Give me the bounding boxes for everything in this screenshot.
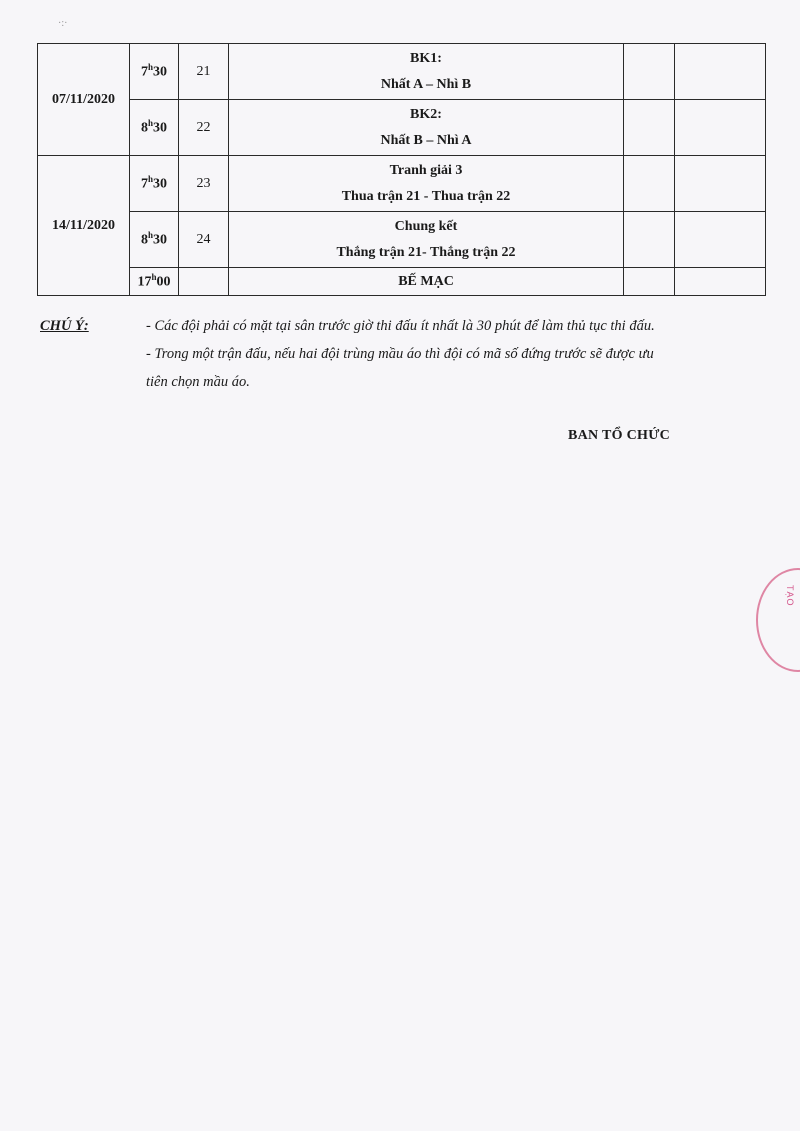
match-cell — [229, 100, 624, 156]
empty-cell — [624, 156, 675, 212]
empty-cell — [675, 268, 766, 296]
match-title: Chung kết — [394, 218, 458, 234]
closing-ceremony-cell: BẾ MẠC — [229, 268, 624, 296]
match-number-cell: 23 — [179, 156, 229, 212]
time-cell: 7$^h$30 — [130, 156, 179, 212]
organizer-signature: BAN TỔ CHỨC — [568, 428, 671, 443]
match-title: BK1: — [410, 50, 442, 66]
note-line: - Các đội phải có mặt tại sân trước giờ thi đấu ít nhất là 30 phút để làm thủ tục thi đấu. — [146, 318, 655, 334]
match-teams: Nhất A – Nhì B — [380, 76, 472, 92]
empty-cell — [675, 212, 766, 268]
seal-text: TẠO — [785, 585, 795, 607]
match-number-cell — [179, 268, 229, 296]
time-cell: 8$^h$30 — [130, 212, 179, 268]
red-seal-stamp — [756, 568, 800, 672]
note-label: CHÚ Ý: — [40, 318, 89, 334]
date-cell: 07/11/2020 — [38, 44, 130, 156]
match-title: BK2: — [410, 106, 442, 122]
table-row — [38, 100, 766, 156]
match-teams: Thắng trận 21- Thắng trận 22 — [336, 244, 516, 260]
match-cell — [229, 212, 624, 268]
match-cell — [229, 156, 624, 212]
empty-cell — [624, 212, 675, 268]
table-row — [38, 212, 766, 268]
match-teams: Nhất B – Nhì A — [380, 132, 472, 148]
empty-cell — [624, 44, 675, 100]
empty-cell — [624, 268, 675, 296]
scan-mark: ·:· — [58, 18, 68, 29]
empty-cell — [675, 100, 766, 156]
match-number-cell: 24 — [179, 212, 229, 268]
empty-cell — [675, 44, 766, 100]
empty-cell — [675, 156, 766, 212]
time-cell: 7$^h$30 — [130, 44, 179, 100]
note-line: tiên chọn mầu áo. — [146, 374, 250, 390]
match-number-cell: 22 — [179, 100, 229, 156]
empty-cell — [624, 100, 675, 156]
match-teams: Thua trận 21 - Thua trận 22 — [341, 188, 511, 204]
match-cell — [229, 44, 624, 100]
table-row — [38, 156, 766, 212]
time-cell: 8$^h$30 — [130, 100, 179, 156]
match-number-cell: 21 — [179, 44, 229, 100]
table-row — [38, 268, 766, 296]
table-row — [38, 44, 766, 100]
time-cell: 17$^h$00 — [130, 268, 179, 296]
match-schedule-table — [37, 43, 766, 296]
date-cell: 14/11/2020 — [38, 156, 130, 296]
match-title: Tranh giải 3 — [389, 162, 463, 178]
note-line: - Trong một trận đấu, nếu hai đội trùng mầu áo thì đội có mã số đứng trước sẽ được ưu — [146, 346, 654, 362]
